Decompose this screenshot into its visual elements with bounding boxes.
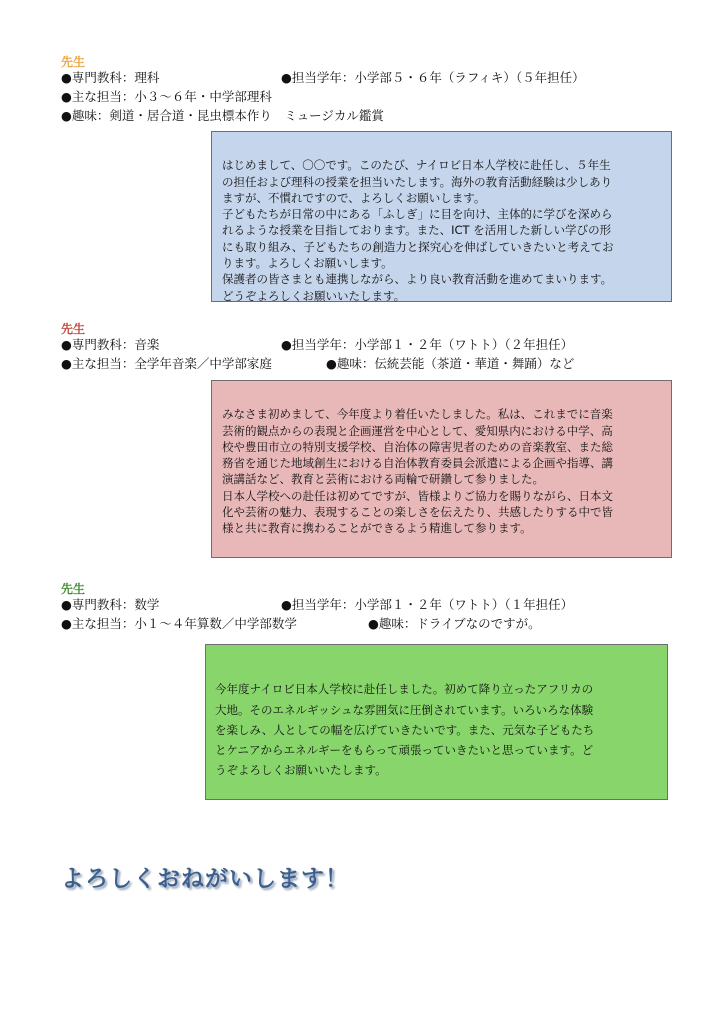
hobby-line-3: ●趣味：ドライブなのですが。 — [368, 616, 541, 631]
subject-line-3: ●専門教科：数学 — [61, 597, 160, 612]
closing-message: よろしくおねがいします！ — [61, 866, 349, 892]
message-box-2 — [211, 380, 672, 558]
hobby-line-1: ●趣味：剣道・居合道・昆虫標本作り ミュージカル鑑賞 — [61, 108, 384, 123]
hobby-line-2: ●趣味：伝統芸能（茶道・華道・舞踊）など — [326, 356, 575, 371]
duties-line-2: ●主な担当：全学年音楽／中学部家庭 — [61, 356, 272, 371]
message-box-3 — [205, 644, 668, 800]
teacher-label-3: 先生 — [61, 582, 86, 596]
grade-line-3: ●担当学年：小学部１・２年（ワトト）（１年担任） — [281, 597, 574, 612]
subject-line-1: ●専門教科：理科 — [61, 70, 160, 85]
duties-line-3: ●主な担当：小１〜４年算数／中学部数学 — [61, 616, 297, 631]
message-text-2: みなさま初めまして、今年度より着任いたしました。私は、これまでに音楽 芸術的観点からの表現と企画運営を中心として、愛知県内における中学、高 校や豊田市立の特別支援学校、自治体の障害児者のための音楽教室、また総 務省を通じた地域創生における自治体教育委員会派遣による企画や指導、講 演講話など、教育と芸術における両輪で研鑽して参りました。 日本人学校への赴任は初めてですが、皆様よりご協力を賜りながら、日本文 化や芸術の魅力、表現することの楽しさを伝えたり、共感したりする中で皆 様と共に教育に携わることができるよう精進して参ります。 — [222, 407, 613, 536]
message-text-1: はじめまして、〇〇です。このたび、ナイロビ日本人学校に赴任し、５年生 の担任および理科の授業を担当いたします。海外の教育活動経験は少しあり ますが、不慣れですので、よろしくお願いします。 子どもたちが日常の中にある「ふしぎ」に目を向け、主体的に学びを深めら れるような授業を目指しております。また、ICT を活用した新しい学びの形 にも取り組み、子どもたちの創造力と探究心を伸ばしていきたいと考えてお ります。よろしくお願いします。 保護者の皆さまとも連携しながら、より良い教育活動を進めてまいります。 どうぞよろしくお願いいたします。 — [222, 158, 614, 303]
teacher-label-2: 先生 — [61, 322, 86, 336]
message-box-1 — [211, 131, 672, 302]
grade-line-1: ●担当学年：小学部５・６年（ラフィキ）（５年担任） — [281, 70, 585, 85]
message-text-3: 今年度ナイロビ日本人学校に赴任しました。初めて降り立ったアフリカの 大地。そのエネルギッシュな雰囲気に圧倒されています。いろいろな体験 を楽しみ、人としての幅を広げていきたいです。また、元気な子どもたち とケニアからエネルギーをもらって頑張っていきたいと思っています。ど うぞよろしくお願いいたします。 — [215, 682, 595, 778]
subject-line-2: ●専門教科：音楽 — [61, 337, 160, 352]
grade-line-2: ●担当学年：小学部１・２年（ワトト）（２年担任） — [281, 337, 574, 352]
duties-line-1: ●主な担当：小３〜６年・中学部理科 — [61, 89, 272, 104]
teacher-label-1: 先生 — [61, 55, 86, 69]
